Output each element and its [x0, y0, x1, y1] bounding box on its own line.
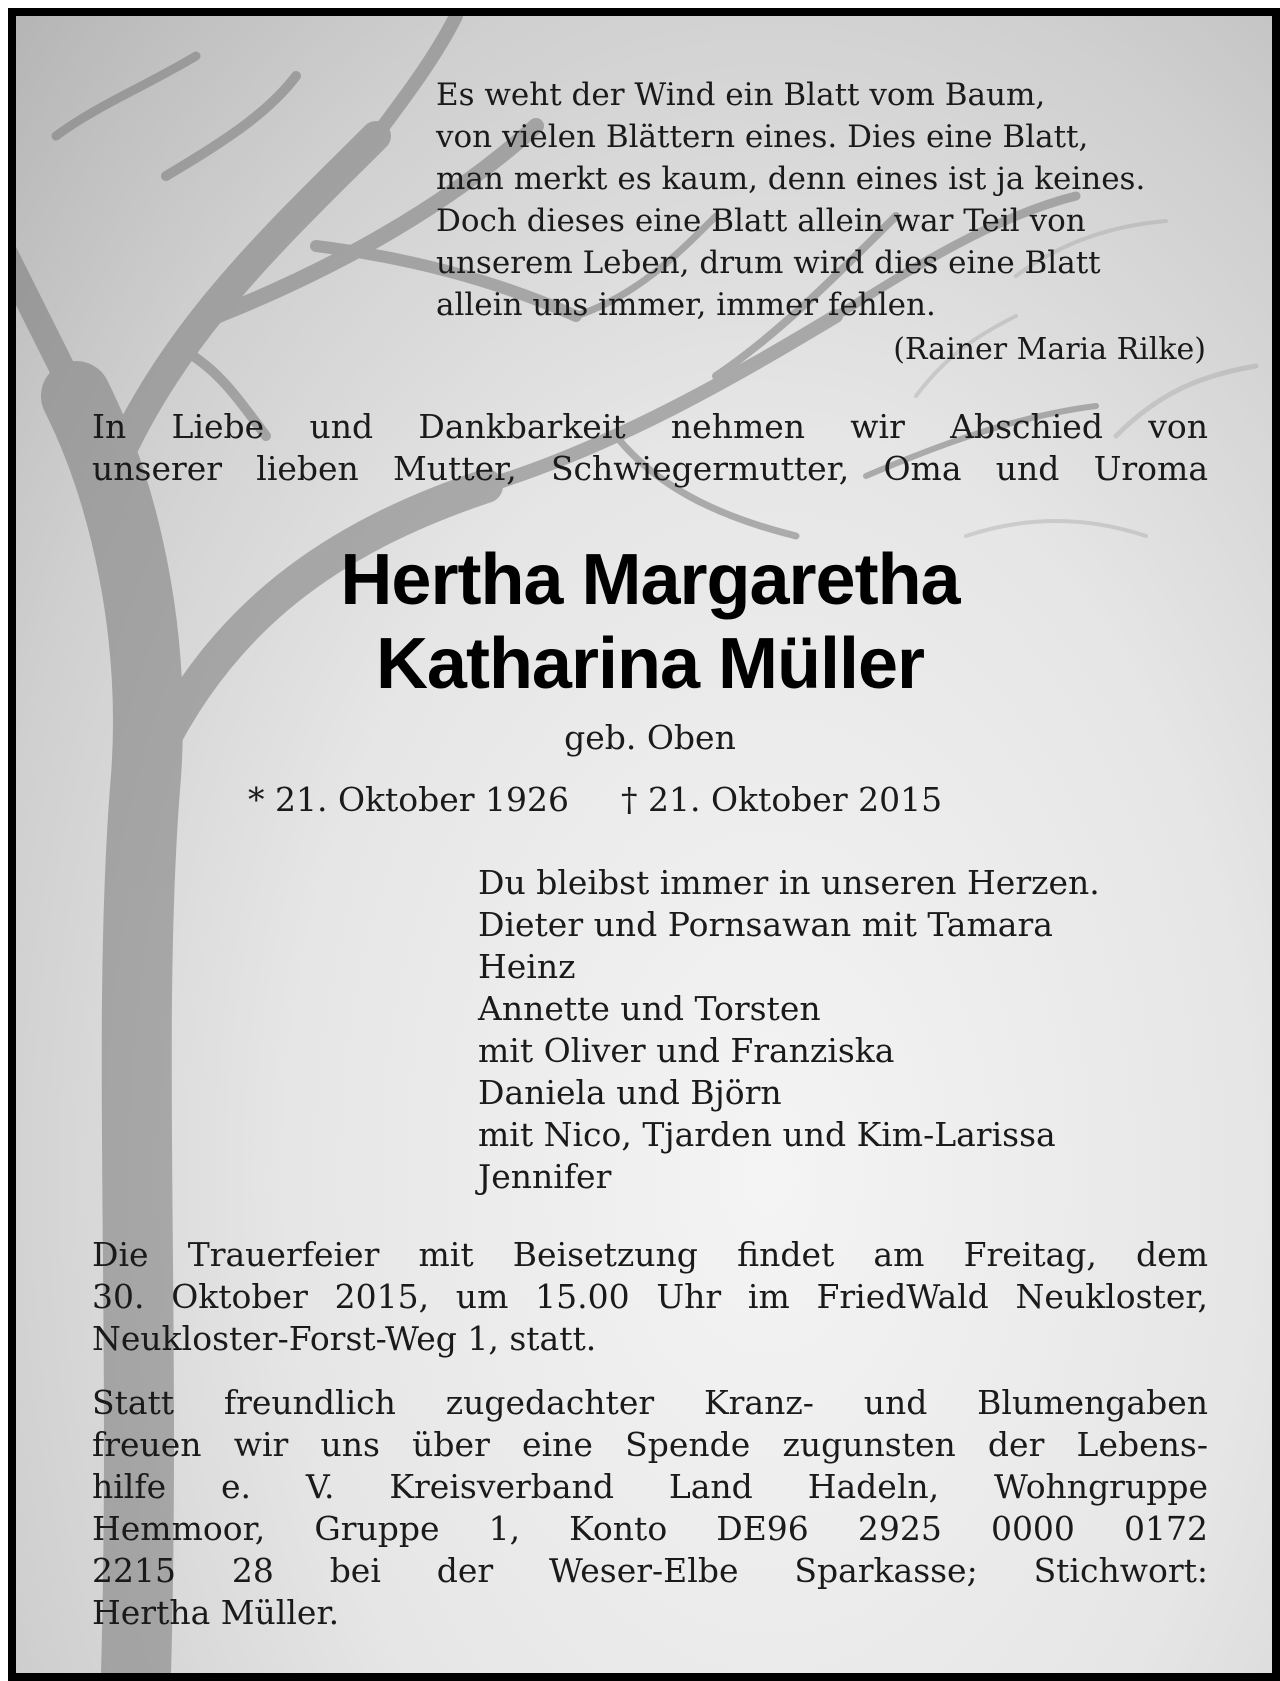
intro-text	[92, 406, 1208, 490]
poem-author: (Rainer Maria Rilke)	[893, 332, 1206, 367]
deceased-name-line-1: Hertha Margaretha	[340, 540, 960, 620]
ceremony-line: Neukloster-Forst-Weg 1, statt.	[92, 1319, 597, 1358]
family-line: Dieter und Pornsawan mit Tamara	[478, 905, 1053, 944]
poem-line: unserem Leben, drum wird dies eine Blatt	[436, 245, 1101, 281]
poem-line: Doch dieses eine Blatt allein war Teil von	[436, 203, 1086, 239]
obituary-notice	[8, 8, 1280, 1681]
poem-line: man merkt es kaum, denn eines ist ja keines.	[436, 161, 1146, 197]
family-line: Daniela und Björn	[478, 1073, 782, 1112]
life-dates	[248, 778, 1068, 822]
donation-line: Hertha Müller.	[92, 1593, 340, 1632]
donation-line: hilfe e. V. Kreisverband Land Hadeln, Wohngruppe	[92, 1467, 1208, 1506]
ceremony-line: Die Trauerfeier mit Beisetzung findet am Freitag, dem	[92, 1235, 1208, 1274]
poem-line: von vielen Blättern eines. Dies eine Blatt,	[436, 119, 1089, 155]
birth-date: * 21. Oktober 1926	[248, 780, 570, 819]
death-date: † 21. Oktober 2015	[621, 780, 943, 819]
poem-line: Es weht der Wind ein Blatt vom Baum,	[436, 77, 1046, 113]
donation-line: Hemmoor, Gruppe 1, Konto DE96 2925 0000 0172	[92, 1509, 1208, 1548]
ceremony-info	[92, 1234, 1208, 1360]
intro-line: unserer lieben Mutter, Schwiegermutter, Oma und Uroma	[92, 449, 1208, 488]
family-list	[478, 862, 1218, 1198]
family-line: mit Nico, Tjarden und Kim-Larissa	[478, 1115, 1056, 1154]
family-line: Heinz	[478, 947, 576, 986]
donation-line: 2215 28 bei der Weser-Elbe Sparkasse; Stichwort:	[92, 1551, 1208, 1590]
poem-line: allein uns immer, immer fehlen.	[436, 287, 936, 323]
family-line: Annette und Torsten	[478, 989, 821, 1028]
intro-line: In Liebe und Dankbarkeit nehmen wir Abschied von	[92, 407, 1208, 446]
deceased-name-line-2: Katharina Müller	[375, 624, 925, 704]
donation-info	[92, 1382, 1208, 1634]
donation-line: freuen wir uns über eine Spende zugunsten der Lebens-	[92, 1425, 1208, 1464]
donation-line: Statt freundlich zugedachter Kranz- und Blumengaben	[92, 1383, 1208, 1422]
family-line: Jennifer	[478, 1157, 612, 1196]
ceremony-line: 30. Oktober 2015, um 15.00 Uhr im FriedWald Neukloster,	[92, 1277, 1208, 1316]
deceased-name	[92, 538, 1208, 706]
birth-name: geb. Oben	[564, 718, 736, 757]
family-line: mit Oliver und Franziska	[478, 1031, 895, 1070]
poem	[436, 74, 1216, 326]
family-line: Du bleibst immer in unseren Herzen.	[478, 863, 1100, 902]
